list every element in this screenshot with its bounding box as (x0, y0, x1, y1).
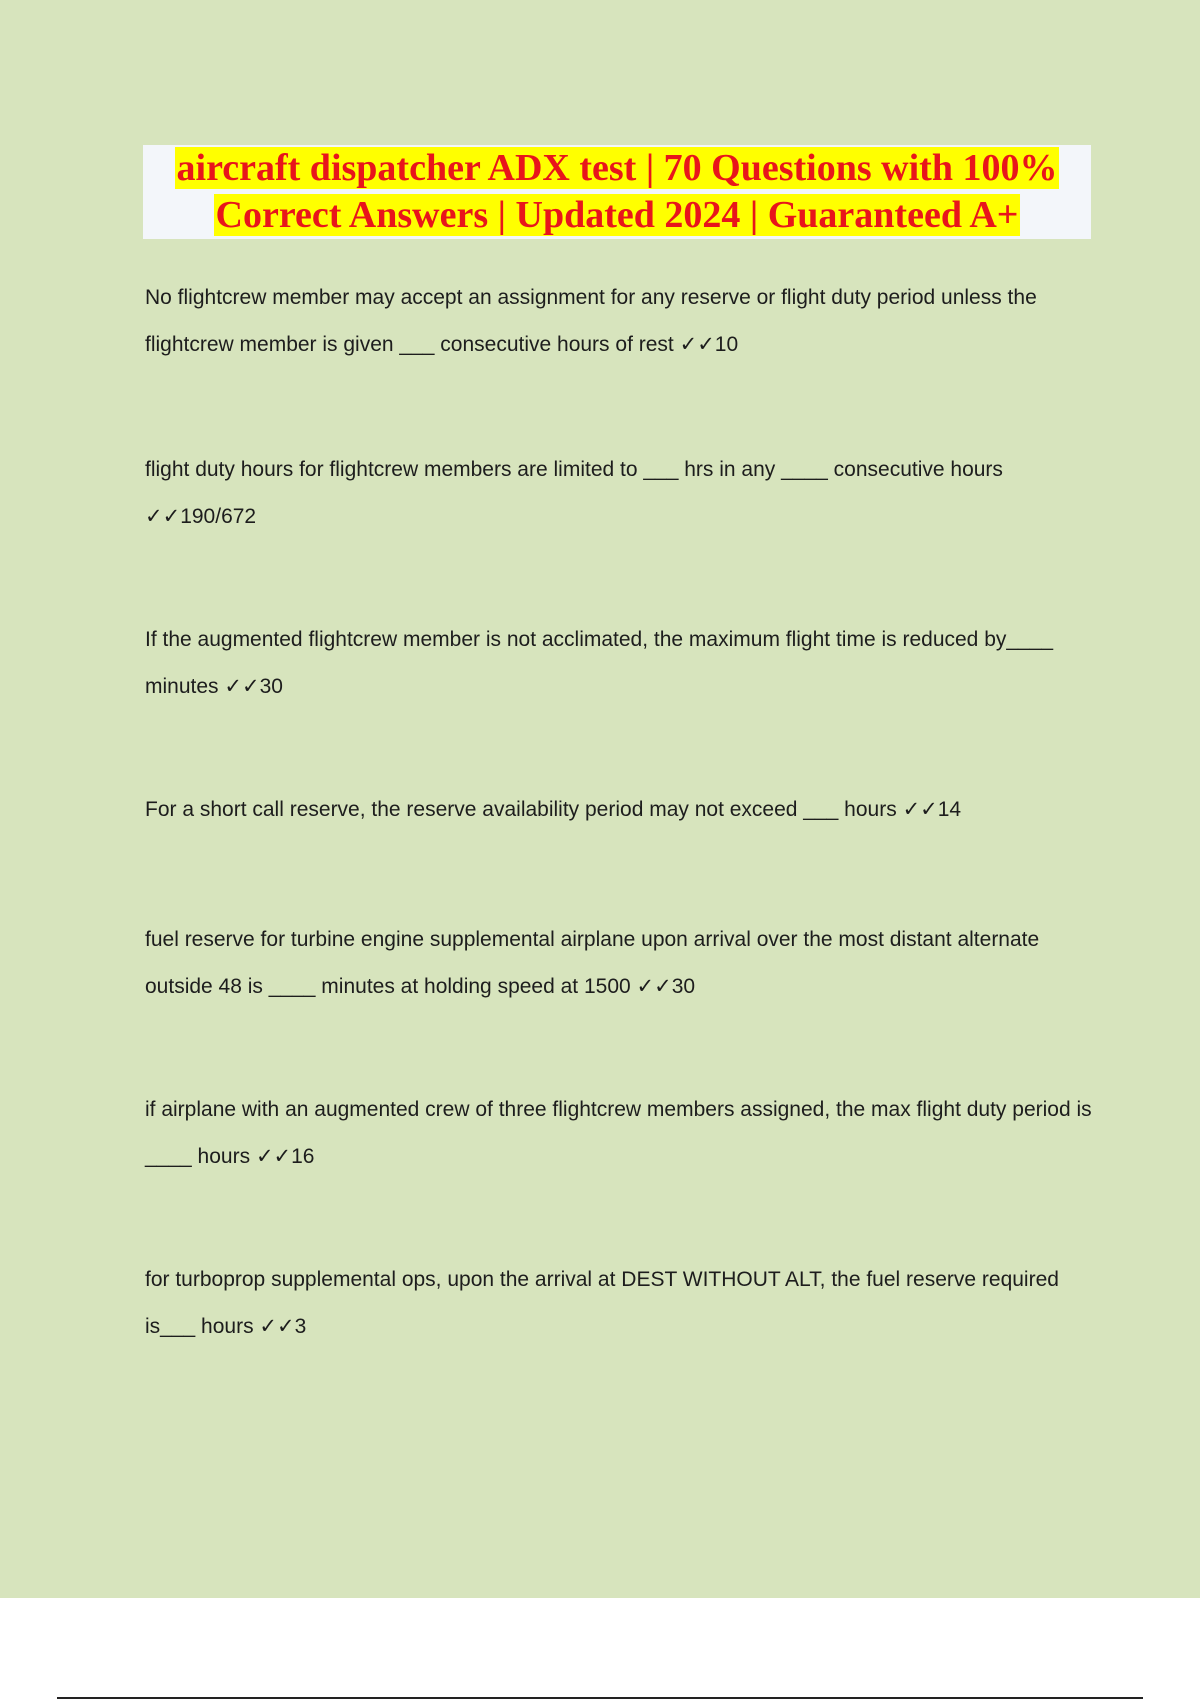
qa-item-2 (145, 446, 1095, 540)
qa-item-5 (145, 916, 1095, 1010)
title-line-1 (143, 145, 1091, 192)
question-text: flight duty hours for flightcrew members are limited to ___ hrs in any ____ consecutive hours (145, 458, 1003, 481)
question-text: for turboprop supplemental ops, upon the arrival at DEST WITHOUT ALT, the fuel reserve required is___ hours (145, 1268, 1059, 1338)
question-text: If the augmented flightcrew member is not acclimated, the maximum flight time is reduced by____ minutes (145, 628, 1054, 698)
answer-text: ✓✓16 (255, 1145, 315, 1168)
qa-item-7 (145, 1256, 1095, 1350)
qa-item-6 (145, 1086, 1095, 1180)
qa-item-3 (145, 616, 1095, 710)
question-text: No flightcrew member may accept an assignment for any reserve or flight duty period unless the flightcrew member is given ___ consecutive hours of rest (145, 286, 1037, 356)
answer-text: ✓✓190/672 (145, 505, 257, 528)
question-text: if airplane with an augmented crew of three flightcrew members assigned, the max flight duty period is ____ hours (145, 1098, 1092, 1168)
answer-text: ✓✓14 (902, 798, 962, 821)
answer-text: ✓✓10 (679, 333, 739, 356)
qa-item-4 (145, 786, 1095, 833)
qa-item-1 (145, 274, 1095, 368)
title-line-2 (143, 192, 1091, 239)
title-line-2-text: Correct Answers | Updated 2024 | Guaranteed A+ (215, 194, 1019, 236)
title-line-1-text: aircraft dispatcher ADX test | 70 Questions with 100% (176, 147, 1058, 189)
question-text: fuel reserve for turbine engine supplemental airplane upon arrival over the most distant alternate outside 48 is ____ minutes at holding speed at 1500 (145, 928, 1040, 998)
footer-divider (57, 1697, 1143, 1699)
answer-text: ✓✓3 (259, 1315, 307, 1338)
question-text: For a short call reserve, the reserve availability period may not exceed ___ hours (145, 798, 897, 821)
answer-text: ✓✓30 (224, 675, 283, 698)
answer-text: ✓✓30 (636, 975, 696, 998)
document-title (143, 145, 1091, 239)
